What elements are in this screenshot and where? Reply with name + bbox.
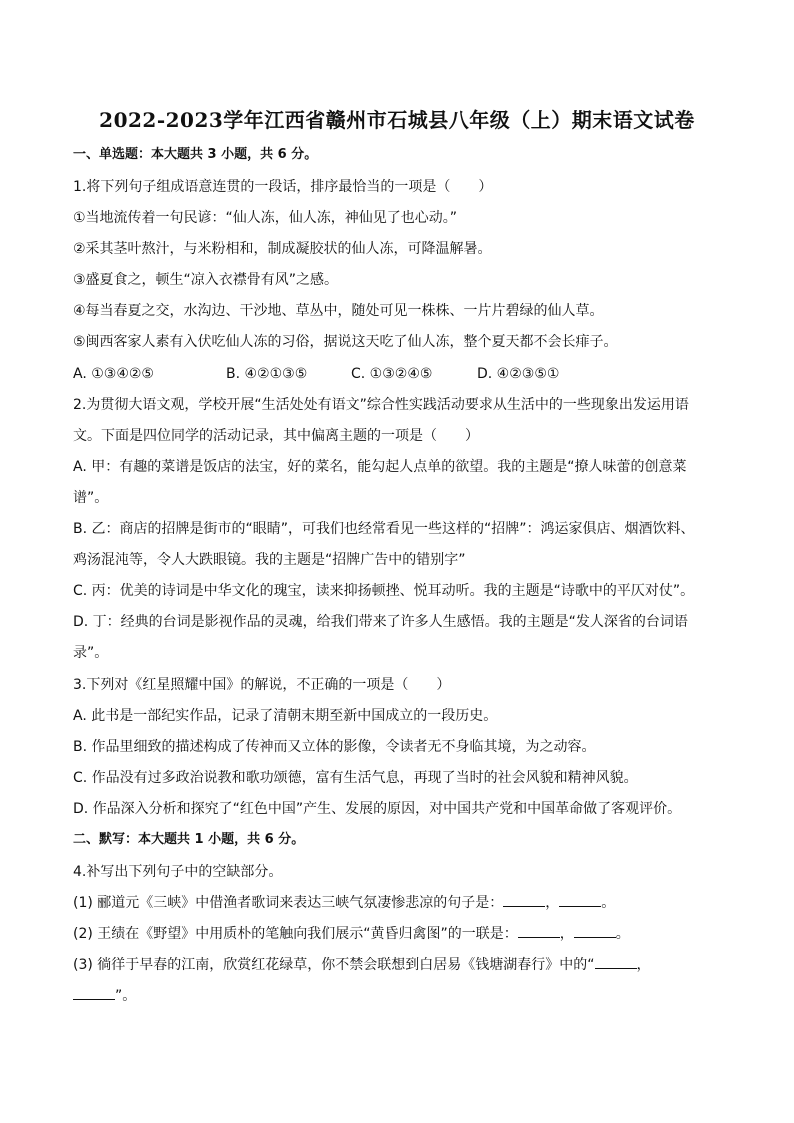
question-1-stem: 1.将下列句子组成语意连贯的一段话，排序最恰当的一项是（ ）: [73, 179, 493, 195]
close-quote-period: ”。: [115, 988, 137, 1004]
q4-part-2: [73, 924, 723, 944]
q4-part-2-text: (2) 王绩在《野望》中用质朴的笔触向我们展示“黄昏归禽图”的一联是：: [73, 926, 518, 942]
q4-part-2-blank-1[interactable]: [518, 925, 560, 938]
q1-item-2: ②采其茎叶熬汁，与米粉相和，制成凝胶状的仙人冻，可降温解暑。: [73, 241, 492, 257]
q4-part-1-blank-1[interactable]: [503, 894, 545, 907]
q4-part-2-blank-2[interactable]: [574, 925, 616, 938]
q1-item-4: ④每当春夏之交，水沟边、干沙地、草丛中，随处可见一株株、一片片碧绿的仙人草。: [73, 303, 604, 319]
q3-option-c[interactable]: C. 作品没有过多政治说教和歌功颂德，富有生活气息，再现了当时的社会风貌和精神风貌。: [73, 770, 638, 786]
q4-part-3-line1: [73, 955, 723, 975]
q4-part-3-line2: [73, 986, 723, 1006]
q1-item-3: ③盛夏食之，顿生“凉入衣襟骨有风”之感。: [73, 272, 339, 288]
question-2-stem-line1: 2.为贯彻大语文观，学校开展“生活处处有语文”综合性实践活动要求从生活中的一些现象出发运用语: [73, 397, 689, 413]
q2-option-d-line1[interactable]: D. 丁：经典的台词是影视作品的灵魂，给我们带来了许多人生感悟。我的主题是“发人深省的台词语: [73, 614, 688, 630]
q1-item-1: ①当地流传着一句民谚：“仙人冻，仙人冻，神仙见了也心动。”: [73, 210, 458, 226]
q2-option-a-line2: 谱”。: [73, 490, 109, 506]
q2-option-b-line1[interactable]: B. 乙：商店的招牌是街市的“眼睛”，可我们也经常看见一些这样的“招牌”：鸿运家俱店、烟酒饮料、: [73, 521, 695, 537]
q2-option-c[interactable]: C. 丙：优美的诗词是中华文化的瑰宝，读来抑扬顿挫、悦耳动听。我的主题是“诗歌中的平仄对仗”。: [73, 583, 695, 599]
question-4-stem: 4.补写出下列句子中的空缺部分。: [73, 864, 283, 880]
q1-option-b[interactable]: B. ④②①③⑤: [226, 366, 308, 382]
q2-option-b-line2: 鸡汤混沌等，令人大跌眼镜。我的主题是“招牌广告中的错别字”: [73, 552, 466, 568]
q1-option-a[interactable]: A. ①③④②⑤: [73, 366, 154, 382]
section-heading-dictation: 二、默写：本大题共 1 小题，共 6 分。: [73, 832, 305, 847]
q4-part-1-blank-2[interactable]: [559, 894, 601, 907]
comma: ，: [545, 895, 560, 911]
q3-option-b[interactable]: B. 作品里细致的描述构成了传神而又立体的影像，令读者无不身临其境，为之动容。: [73, 739, 596, 755]
q2-option-d-line2: 录”。: [73, 645, 109, 661]
q3-option-d[interactable]: D. 作品深入分析和探究了“红色中国”产生、发展的原因，对中国共产党和中国革命做了客观评价。: [73, 801, 682, 817]
q4-part-1-text: (1) 郦道元《三峡》中借渔者歌词来表达三峡气氛凄惨悲凉的句子是：: [73, 895, 504, 911]
question-2-stem-line2: 文。下面是四位同学的活动记录，其中偏离主题的一项是（ ）: [73, 428, 479, 444]
q2-option-a-line1[interactable]: A. 甲：有趣的菜谱是饭店的法宝，好的菜名，能勾起人点单的欲望。我的主题是“撩人味蕾的创意菜: [73, 459, 687, 475]
q4-part-1: [73, 893, 723, 913]
q1-option-d[interactable]: D. ④②③⑤①: [477, 366, 560, 382]
period: 。: [601, 895, 616, 911]
section-heading-single-choice: 一、单选题：本大题共 3 小题，共 6 分。: [73, 147, 318, 162]
q4-part-3-blank-2[interactable]: [73, 987, 115, 1000]
q3-option-a[interactable]: A. 此书是一部纪实作品，记录了清朝末期至新中国成立的一段历史。: [73, 708, 498, 724]
q4-part-3-blank-1[interactable]: [595, 956, 637, 969]
comma: ，: [636, 957, 651, 973]
q1-item-5: ⑤闽西客家人素有入伏吃仙人冻的习俗，据说这天吃了仙人冻，整个夏天都不会长痱子。: [73, 334, 618, 350]
q1-option-c[interactable]: C. ①③②④⑤: [351, 366, 433, 382]
question-3-stem: 3.下列对《红星照耀中国》的解说，不正确的一项是（ ）: [73, 677, 451, 693]
q4-part-3-text: (3) 徜徉于早春的江南，欣赏红花绿草，你不禁会联想到白居易《钱塘湖春行》中的“: [73, 957, 595, 973]
period: 。: [615, 926, 630, 942]
exam-title: 2022-2023学年江西省赣州市石城县八年级（上）期末语文试卷: [99, 108, 695, 132]
comma: ，: [559, 926, 574, 942]
